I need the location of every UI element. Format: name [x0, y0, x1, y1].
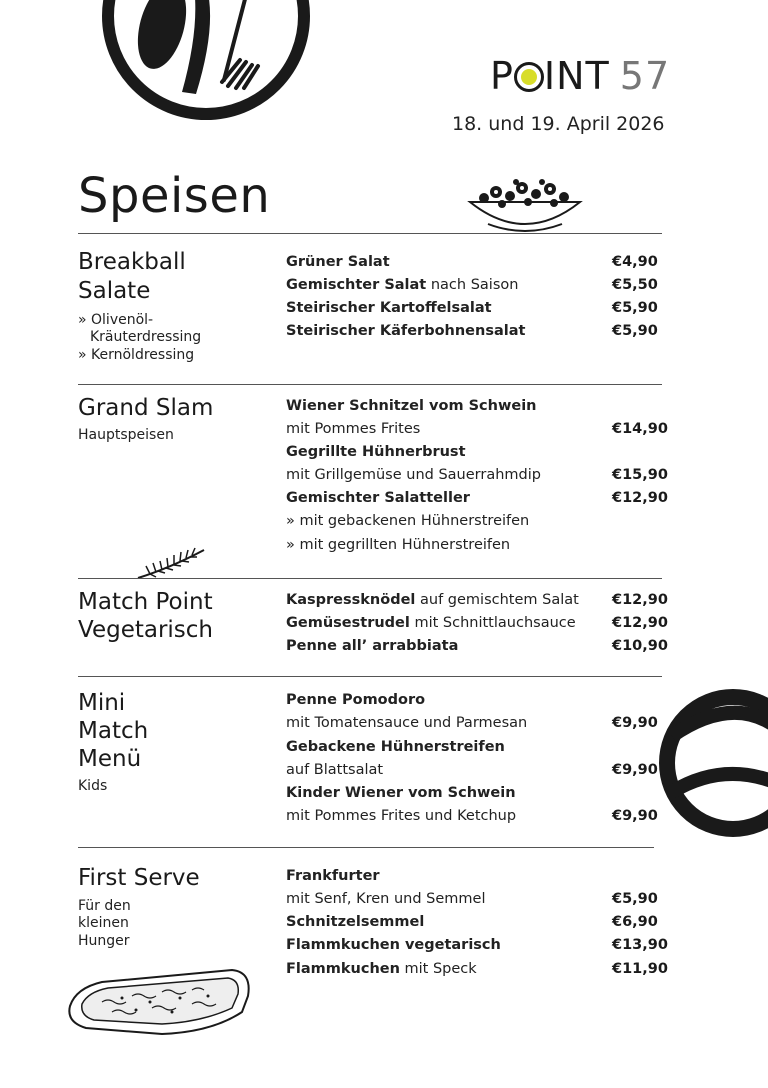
brand-logo — [490, 54, 670, 98]
menu-item-description: mit Grillgemüse und Sauerrahmdip — [286, 467, 541, 483]
price: €5,90 — [612, 300, 658, 316]
section-title: Salate — [78, 278, 151, 304]
menu-item: Wiener Schnitzel vom Schwein — [286, 398, 537, 414]
price: €12,90 — [612, 615, 668, 631]
section-subtitle: Kids — [78, 778, 108, 794]
menu-item: Gebackene Hühnerstreifen — [286, 739, 505, 755]
section-subtitle: Für den — [78, 898, 131, 914]
menu-item-description: mit Tomatensauce und Parmesan — [286, 715, 528, 731]
menu-item-description: mit Senf, Kren und Semmel — [286, 891, 486, 907]
section-title: Menü — [78, 746, 142, 772]
menu-item: Gemischter Salatteller — [286, 490, 470, 506]
price: €11,90 — [612, 961, 668, 977]
section-title: Vegetarisch — [78, 617, 214, 643]
flatbread-icon — [62, 962, 258, 1042]
price: €9,90 — [612, 715, 658, 731]
brand-number: 57 — [619, 54, 671, 98]
menu-item: Steirischer Käferbohnensalat — [286, 323, 526, 339]
menu-item-description: mit Pommes Frites — [286, 421, 421, 437]
plate-cutlery-icon — [100, 0, 312, 122]
price: €5,90 — [612, 891, 658, 907]
tennis-ball-icon — [658, 688, 768, 838]
price: €9,90 — [612, 808, 658, 824]
menu-item: Penne Pomodoro — [286, 692, 426, 708]
divider — [78, 578, 662, 579]
brand-letters-int: INT — [543, 54, 610, 98]
page-title: Speisen — [78, 168, 271, 224]
menu-item: Flammkuchen vegetarisch — [286, 937, 501, 953]
event-date: 18. und 19. April 2026 — [452, 113, 665, 135]
section-subtitle: » Olivenöl- — [78, 312, 154, 328]
salad-bowl-icon — [466, 176, 584, 236]
menu-item: Frankfurter — [286, 868, 380, 884]
price: €15,90 — [612, 467, 668, 483]
section-title: Mini — [78, 690, 126, 716]
price: €12,90 — [612, 490, 668, 506]
menu-item-option: » mit gebackenen Hühnerstreifen — [286, 513, 530, 529]
menu-item: Steirischer Kartoffelsalat — [286, 300, 492, 316]
divider — [78, 847, 654, 848]
menu-item: Schnitzelsemmel — [286, 914, 425, 930]
menu-item: Flammkuchen mit Speck — [286, 961, 477, 977]
section-title: Match Point — [78, 589, 213, 615]
section-title: Match — [78, 718, 149, 744]
price: €9,90 — [612, 762, 658, 778]
divider — [78, 384, 662, 385]
divider — [78, 676, 662, 677]
section-subtitle: Hunger — [78, 933, 130, 949]
section-subtitle: Kräuterdressing — [90, 329, 202, 345]
menu-item-option: » mit gegrillten Hühnerstreifen — [286, 537, 511, 553]
brand-letter-p: P — [490, 54, 514, 98]
section-subtitle: » Kernöldressing — [78, 347, 195, 363]
menu-item: Grüner Salat — [286, 254, 390, 270]
price: €5,90 — [612, 323, 658, 339]
section-title: Breakball — [78, 249, 186, 275]
price: €6,90 — [612, 914, 658, 930]
menu-item: Gegrillte Hühnerbrust — [286, 444, 466, 460]
section-subtitle: kleinen — [78, 915, 129, 931]
section-subtitle: Hauptspeisen — [78, 427, 174, 443]
menu-item: Kinder Wiener vom Schwein — [286, 785, 516, 801]
section-title: Grand Slam — [78, 395, 214, 421]
menu-item: Gemischter Salat nach Saison — [286, 277, 519, 293]
menu-item: Kaspressknödel auf gemischtem Salat — [286, 592, 579, 608]
rosemary-icon — [120, 544, 210, 580]
menu-item-description: auf Blattsalat — [286, 762, 384, 778]
price: €4,90 — [612, 254, 658, 270]
section-title: First Serve — [78, 865, 200, 891]
price: €10,90 — [612, 638, 668, 654]
price: €5,50 — [612, 277, 658, 293]
divider — [78, 233, 662, 234]
price: €12,90 — [612, 592, 668, 608]
price: €14,90 — [612, 421, 668, 437]
menu-item-description: mit Pommes Frites und Ketchup — [286, 808, 517, 824]
menu-item: Gemüsestrudel mit Schnittlauchsauce — [286, 615, 576, 631]
price: €13,90 — [612, 937, 668, 953]
menu-item: Penne all’ arrabbiata — [286, 638, 459, 654]
tennis-ball-icon — [514, 62, 544, 92]
